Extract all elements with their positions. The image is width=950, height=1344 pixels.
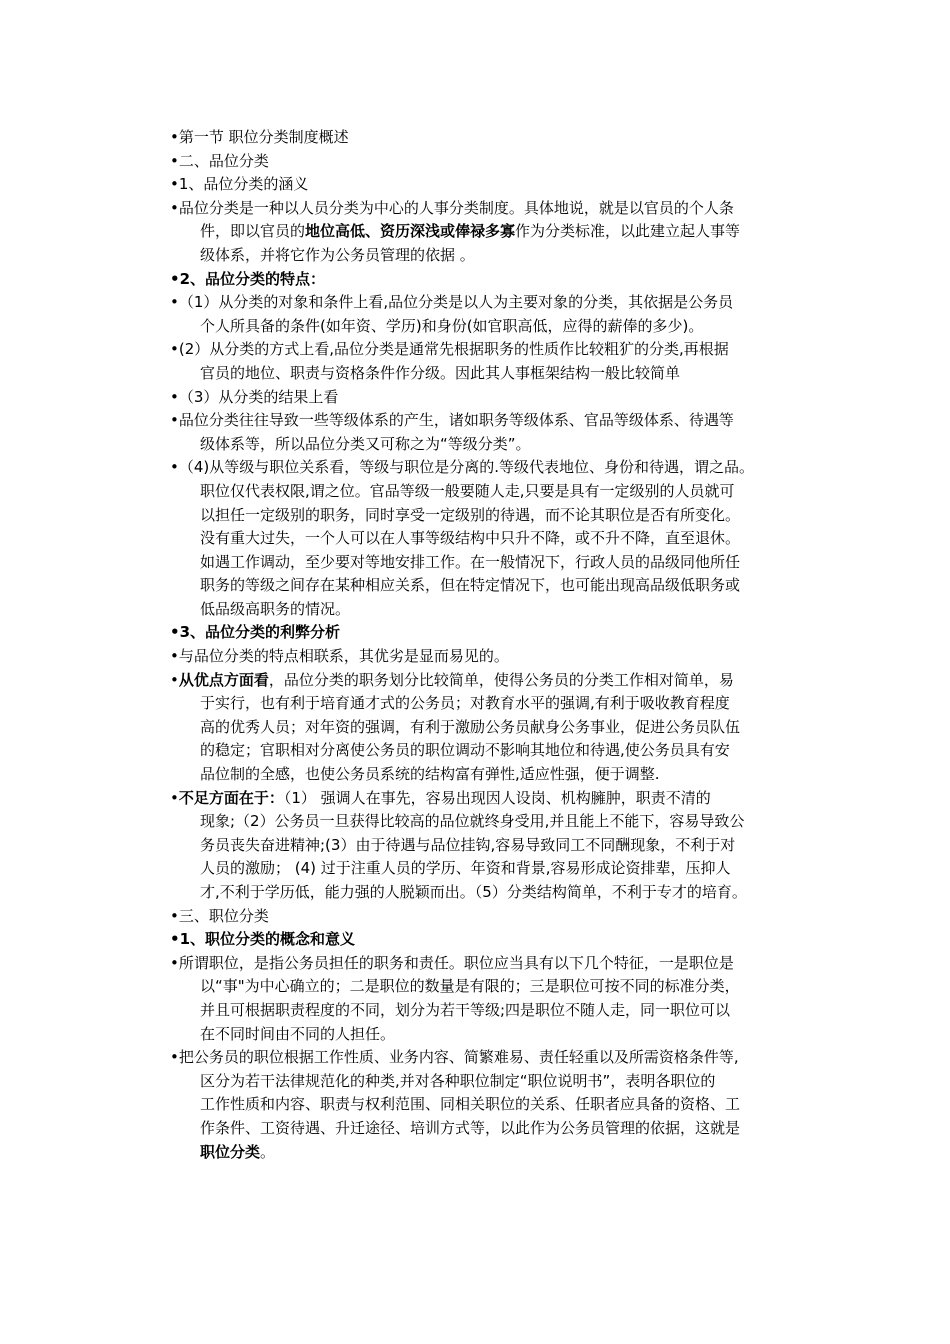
text-line xyxy=(170,834,830,858)
text-line xyxy=(170,268,830,292)
text-run: •1、品位分类的涵义 xyxy=(170,175,309,194)
text-line xyxy=(170,928,830,952)
text-line xyxy=(170,315,830,339)
text-line xyxy=(170,975,830,999)
text-run: 低品级高职务的情况。 xyxy=(200,599,351,618)
bullet-paragraph xyxy=(170,905,830,929)
text-line xyxy=(170,527,830,551)
text-line xyxy=(170,1070,830,1094)
text-run: •品位分类是一种以人员分类为中心的人事分类制度。具体地说，就是以官员的个人条 xyxy=(170,198,734,217)
bullet-paragraph xyxy=(170,126,830,150)
text-run: 官员的地位、职责与资格条件作分级。因此其人事框架结构一般比较简单 xyxy=(200,363,681,382)
text-run: •（4)从等级与职位关系看，等级与职位是分离的.等级代表地位、身份和待遇，谓之品。 xyxy=(170,458,755,477)
text-run: 级体系，并将它作为公务员管理的依据 。 xyxy=(200,245,475,264)
text-line xyxy=(170,574,830,598)
text-line xyxy=(170,197,830,221)
bullet-paragraph xyxy=(170,621,830,645)
text-run: •二、品位分类 xyxy=(170,151,269,170)
text-run: 的稳定；官职相对分离使公务员的职位调动不影响其地位和待遇,使公务员具有安 xyxy=(200,741,730,760)
text-run: （1） 强调人在事先，容易出现因人设岗、机构臃肿，职责不清的 xyxy=(283,788,711,807)
bullet-paragraph xyxy=(170,669,830,787)
text-line xyxy=(170,551,830,575)
text-line xyxy=(170,952,830,976)
bold-text-run: 不足方面在于： xyxy=(178,788,284,807)
text-line xyxy=(170,456,830,480)
bold-text-run: •3、品位分类的利弊分析 xyxy=(170,623,341,642)
text-line xyxy=(170,338,830,362)
text-run: •品位分类往往导致一些等级体系的产生，诸如职务等级体系、官品等级体系、待遇等 xyxy=(170,411,734,430)
text-line xyxy=(170,645,830,669)
text-run: 以“事"为中心确立的；二是职位的数量是有限的；三是职位可按不同的标准分类， xyxy=(200,977,740,996)
bullet-paragraph xyxy=(170,338,830,385)
text-line xyxy=(170,173,830,197)
text-line xyxy=(170,810,830,834)
text-run: 工作性质和内容、职责与权利范围、同相关职位的关系、任职者应具备的资格、工 xyxy=(200,1095,741,1114)
text-run: 个人所具备的条件(如年资、学历)和身份(如官职高低，应得的薪俸的多少)。 xyxy=(200,316,704,335)
bullet-paragraph xyxy=(170,952,830,1046)
text-run: •（3）从分类的结果上看 xyxy=(170,387,339,406)
text-run: •把公务员的职位根据工作性质、业务内容、简繁难易、责任轻重以及所需资格条件等, xyxy=(170,1048,739,1067)
text-line xyxy=(170,291,830,315)
text-run: 以担任一定级别的职务，同时享受一定级别的待遇，而不论其职位是否有所变化。 xyxy=(200,505,741,524)
bold-text-run: 职位分类 xyxy=(200,1142,261,1161)
text-line xyxy=(170,999,830,1023)
text-line xyxy=(170,1046,830,1070)
bullet-paragraph xyxy=(170,150,830,174)
text-line xyxy=(170,504,830,528)
text-line xyxy=(170,1141,830,1165)
text-run: 没有重大过失，一个人可以在人事等级结构中只升不降，或不升不降，直至退休。 xyxy=(200,529,741,548)
text-line xyxy=(170,905,830,929)
text-run: 级体系等，所以品位分类又可称之为“等级分类”。 xyxy=(200,434,531,453)
bullet-paragraph xyxy=(170,409,830,456)
text-run: •(2）从分类的方式上看,品位分类是通常先根据职务的性质作比较粗犷的分类,再根据 xyxy=(170,340,729,359)
text-line xyxy=(170,220,830,244)
text-run: ，品位分类的职务划分比较简单，使得公务员的分类工作相对简单，易 xyxy=(268,670,734,689)
text-line xyxy=(170,598,830,622)
bold-text-run: 从优点方面看 xyxy=(178,670,269,689)
text-run: 于实行，也有利于培育通才式的公务员；对教育水平的强调,有利于吸收教育程度 xyxy=(200,694,730,713)
text-run: •第一节 职位分类制度概述 xyxy=(170,128,349,146)
text-line xyxy=(170,126,830,150)
text-run: 务员丧失奋进精神;(3）由于待遇与品位挂钩,容易导致同工不同酬现象，不利于对 xyxy=(200,835,736,854)
text-run: 。 xyxy=(260,1142,276,1161)
text-line xyxy=(170,739,830,763)
bullet-paragraph xyxy=(170,291,830,338)
text-line xyxy=(170,1023,830,1047)
text-line xyxy=(170,1117,830,1141)
bullet-paragraph xyxy=(170,197,830,268)
text-line xyxy=(170,1093,830,1117)
text-line xyxy=(170,244,830,268)
text-run: 品位制的全感，也使公务员系统的结构富有弹性,适应性强，便于调整. xyxy=(200,765,660,784)
text-line xyxy=(170,433,830,457)
bullet-paragraph xyxy=(170,268,830,292)
text-run: •三、职位分类 xyxy=(170,906,269,925)
bullet-paragraph xyxy=(170,645,830,669)
bullet-paragraph xyxy=(170,787,830,905)
text-run: • xyxy=(170,670,179,689)
text-run: 现象;（2）公务员一旦获得比较高的品位就终身受用,并且能上不能下，容易导致公 xyxy=(200,812,745,831)
text-run: 如遇工作调动，至少要对等地安排工作。在一般情况下，行政人员的品级同他所任 xyxy=(200,552,741,571)
text-run: 职位仅代表权限,谓之位。官品等级一般要随人走,只要是具有一定级别的人员就可 xyxy=(200,481,735,500)
text-run: 并且可根据职责程度的不同，划分为若干等级;四是职位不随人走，同一职位可以 xyxy=(200,1000,731,1019)
text-line xyxy=(170,763,830,787)
bullet-paragraph xyxy=(170,173,830,197)
text-line xyxy=(170,150,830,174)
text-run: 件，即以官员的 xyxy=(200,222,306,241)
text-line xyxy=(170,881,830,905)
text-run: •所谓职位，是指公务员担任的职务和责任。职位应当具有以下几个特征，一是职位是 xyxy=(170,953,734,972)
text-line xyxy=(170,480,830,504)
text-line xyxy=(170,621,830,645)
text-run: 才,不利于学历低，能力强的人脱颖而出。（5）分类结构简单，不利于专才的培育。 xyxy=(200,883,747,901)
text-line xyxy=(170,386,830,410)
text-line xyxy=(170,716,830,740)
text-run: 在不同时间由不同的人担任。 xyxy=(200,1024,396,1043)
bullet-paragraph xyxy=(170,1046,830,1164)
text-run: 作为分类标准，以此建立起人事等 xyxy=(515,222,741,241)
text-run: 职务的等级之间存在某种相应关系，但在特定情况下，也可能出现高品级低职务或 xyxy=(200,576,741,595)
text-line xyxy=(170,362,830,386)
text-run: 作条件、工资待遇、升迁途径、培训方式等，以此作为公务员管理的依据，这就是 xyxy=(200,1118,741,1137)
text-line xyxy=(170,692,830,716)
text-run: • xyxy=(170,788,179,807)
bold-text-run: •2、品位分类的特点： xyxy=(170,269,326,288)
bold-text-run: •1、职位分类的概念和意义 xyxy=(170,930,356,949)
bullet-paragraph xyxy=(170,456,830,621)
bold-text-run: 地位高低、资历深浅或俸禄多寡 xyxy=(305,222,516,241)
text-run: •与品位分类的特点相联系，其优劣是显而易见的。 xyxy=(170,647,509,666)
bullet-paragraph xyxy=(170,928,830,952)
text-line xyxy=(170,857,830,881)
text-run: 区分为若干法律规范化的种类,并对各种职位制定“职位说明书”，表明各职位的 xyxy=(200,1071,716,1090)
text-line xyxy=(170,787,830,811)
text-line xyxy=(170,669,830,693)
bullet-paragraph xyxy=(170,386,830,410)
text-run: 高的优秀人员；对年资的强调，有利于激励公务员献身公务事业，促进公务员队伍 xyxy=(200,717,741,736)
text-line xyxy=(170,409,830,433)
document-body xyxy=(170,126,830,1164)
text-run: 人员的激励； (4) 过于注重人员的学历、年资和背景,容易形成论资排辈，压抑人 xyxy=(200,859,731,878)
text-run: •（1）从分类的对象和条件上看,品位分类是以人为主要对象的分类，其依据是公务员 xyxy=(170,293,734,312)
